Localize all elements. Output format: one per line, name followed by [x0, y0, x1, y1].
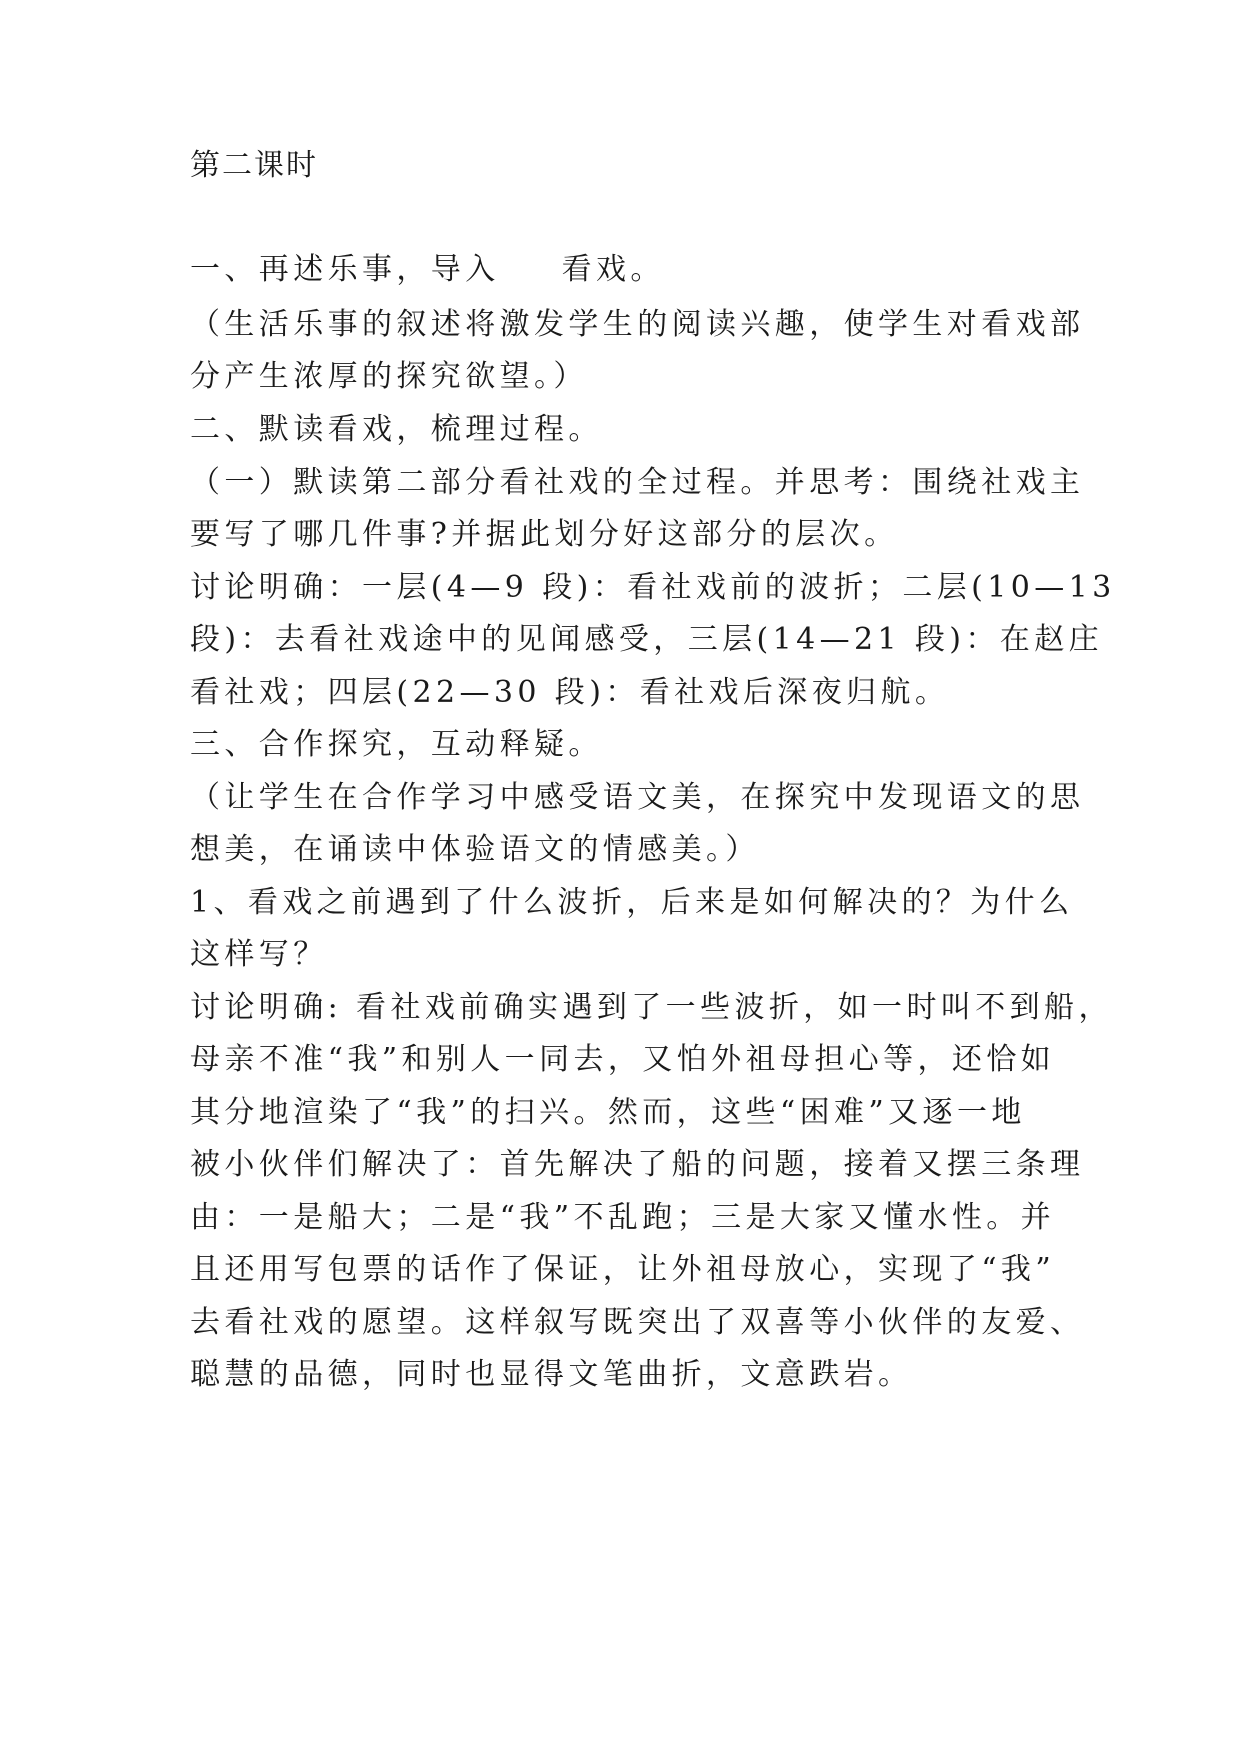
section1-note-line: 分产生浓厚的探究欲望。）: [190, 359, 588, 394]
section3-answer-line: 且还用写包票的话作了保证，让外祖母放心，实现了“我”: [190, 1252, 1056, 1287]
section3-answer-line: 母亲不准“我”和别人一同去，又怕外祖母担心等，还恰如: [190, 1042, 1056, 1077]
section2-task-line: （一）默读第二部分看社戏的全过程。并思考：围绕社戏主: [190, 465, 1085, 500]
section2-discussion-line: 段)：去看社戏途中的见闻感受，三层(14—21 段)：在赵庄: [190, 622, 1103, 657]
section2-discussion-line: 看社戏；四层(22—30 段)：看社戏后深夜归航。: [190, 675, 950, 710]
section3-answer-line: 去看社戏的愿望。这样叙写既突出了双喜等小伙伴的友爱、: [190, 1305, 1085, 1340]
section1-heading-part1: 一、再述乐事，导入: [190, 252, 500, 287]
section2-heading: 二、默读看戏，梳理过程。: [190, 412, 603, 447]
section1-heading-part2: 看戏。: [561, 252, 665, 287]
section3-answer-line: 由：一是船大；二是“我”不乱跑；三是大家又懂水性。并: [190, 1200, 1056, 1235]
section3-answer-line: 聪慧的品德，同时也显得文笔曲折，文意跌岩。: [190, 1357, 913, 1392]
section3-answer-line: 讨论明确: 看社戏前确实遇到了一些波折，如一时叫不到船，: [190, 990, 1113, 1025]
section2-task-line: 要写了哪几件事?并据此划分好这部分的层次。: [190, 517, 899, 552]
section1-heading: [190, 250, 665, 290]
section3-heading: 三、合作探究，互动释疑。: [190, 727, 603, 762]
lesson-title: 第二课时: [190, 148, 318, 183]
section3-question-line: 这样写？: [190, 937, 328, 972]
section2-discussion-line: 讨论明确：一层(4—9 段)：看社戏前的波折；二层(10—13: [190, 570, 1116, 605]
section3-answer-line: 其分地渲染了“我”的扫兴。然而，这些“困难”又逐一地: [190, 1095, 1026, 1130]
section3-question-line: 1、看戏之前遇到了什么波折，后来是如何解决的？为什么: [190, 885, 1074, 920]
section1-note-line: （生活乐事的叙述将激发学生的阅读兴趣，使学生对看戏部: [190, 307, 1085, 342]
section3-note-line: （让学生在合作学习中感受语文美，在探究中发现语文的思: [190, 780, 1085, 815]
section3-note-line: 想美，在诵读中体验语文的情感美。）: [190, 832, 760, 867]
section3-answer-line: 被小伙伴们解决了：首先解决了船的问题，接着又摆三条理: [190, 1147, 1085, 1182]
